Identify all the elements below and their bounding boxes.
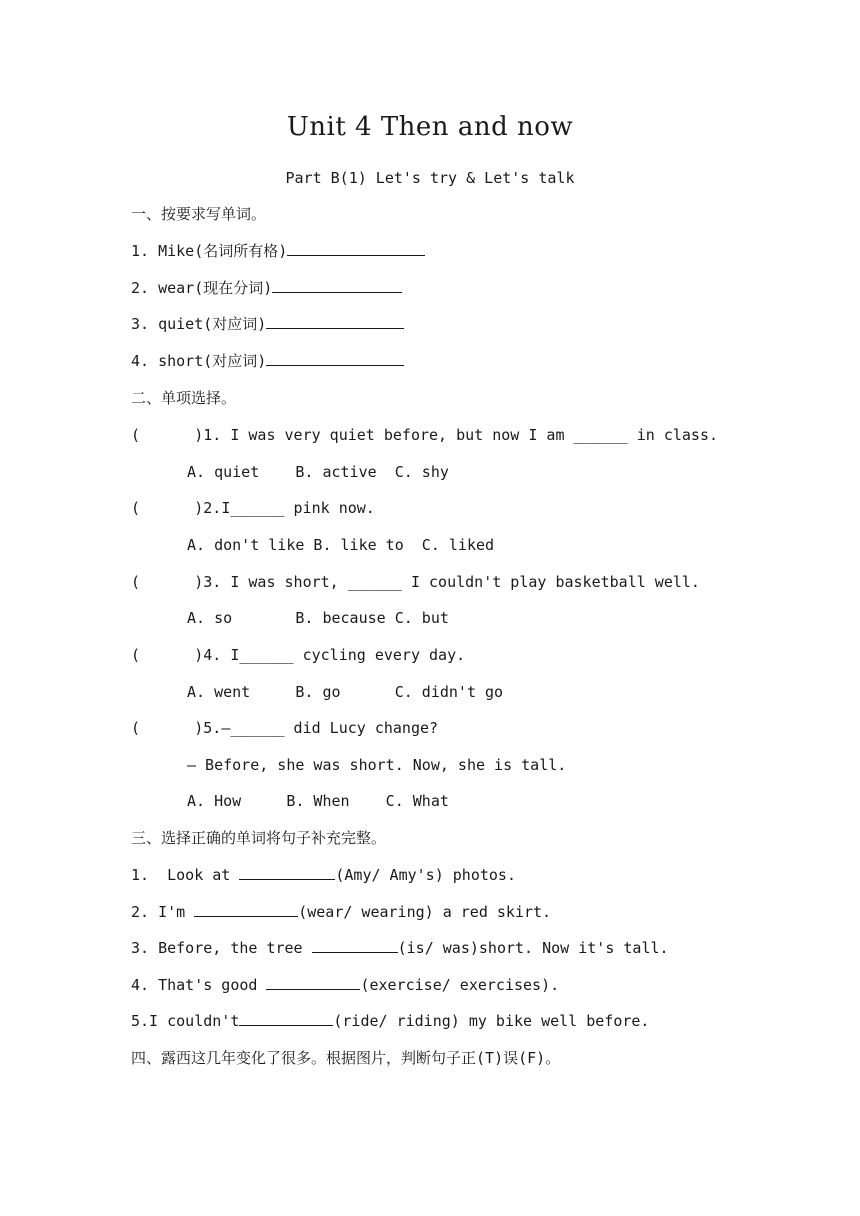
answer-blank[interactable] [239,1011,333,1026]
question-1 [131,425,718,445]
question-1-options: A. quiet B. active C. shy [187,463,449,481]
section4-heading: 四、露西这几年变化了很多。根据图片，判断句子正(T)误(F)。 [131,1049,561,1067]
answer-blank[interactable] [272,278,402,293]
answer-bracket[interactable]: ( )4. [131,646,222,664]
question-stem: I______ pink now. [221,499,375,517]
question-2 [131,498,375,518]
item-text: (exercise/ exercises). [360,976,560,994]
item-text: (ride/ riding) my bike well before. [333,1012,650,1030]
question-5-options: A. How B. When C. What [187,792,449,810]
question-stem: I was very quiet before, but now I am ______ in class. [230,426,719,444]
section1-item-3 [131,314,404,334]
section3-item-4 [131,975,559,995]
answer-bracket[interactable]: ( )3. [131,573,222,591]
section1-item-2 [131,278,402,298]
item-text: 2. I'm [131,903,195,921]
answer-blank[interactable] [266,314,404,329]
question-4-options: A. went B. go C. didn't go [187,683,504,701]
question-stem: I was short, ______ I couldn't play basketball well. [230,573,700,591]
section1-heading: 一、按要求写单词。 [131,205,267,223]
section1-item-1 [131,241,425,261]
answer-blank[interactable] [287,241,425,256]
page-subtitle: Part B(1) Let's try & Let's talk [285,169,575,187]
item-text: 1. Mike(名词所有格) [131,242,288,260]
section3-item-5 [131,1011,649,1031]
item-text: (Amy/ Amy's) photos. [335,866,516,884]
section3-item-2 [131,902,551,922]
answer-blank[interactable] [194,902,298,917]
question-5 [131,718,438,738]
answer-blank[interactable] [239,865,335,880]
question-3-options: A. so B. because C. but [187,609,449,627]
answer-blank[interactable] [312,938,398,953]
answer-bracket[interactable]: ( )5. [131,719,222,737]
section3-item-1 [131,865,516,885]
item-text: 5.I couldn't [131,1012,240,1030]
item-text: 1. Look at [131,866,240,884]
item-text: (is/ was)short. Now it's tall. [397,939,669,957]
question-stem: —______ did Lucy change? [221,719,439,737]
item-text: (wear/ wearing) a red skirt. [298,903,552,921]
answer-blank[interactable] [266,351,404,366]
question-5-answer-line: — Before, she was short. Now, she is tall. [187,756,567,774]
section3-item-3 [131,938,669,958]
question-3 [131,572,700,592]
item-text: 2. wear(现在分词) [131,279,273,297]
answer-bracket[interactable]: ( )1. [131,426,222,444]
question-4 [131,645,465,665]
item-text: 3. Before, the tree [131,939,312,957]
item-text: 3. quiet(对应词) [131,315,267,333]
answer-bracket[interactable]: ( )2. [131,499,222,517]
question-stem: I______ cycling every day. [230,646,466,664]
item-text: 4. That's good [131,976,267,994]
page-title: Unit 4 Then and now [286,112,574,142]
section1-item-4 [131,351,404,371]
section2-heading: 二、单项选择。 [131,389,237,407]
section3-heading: 三、选择正确的单词将句子补充完整。 [131,829,387,847]
item-text: 4. short(对应词) [131,352,267,370]
answer-blank[interactable] [266,975,360,990]
question-2-options: A. don't like B. like to C. liked [187,536,495,554]
